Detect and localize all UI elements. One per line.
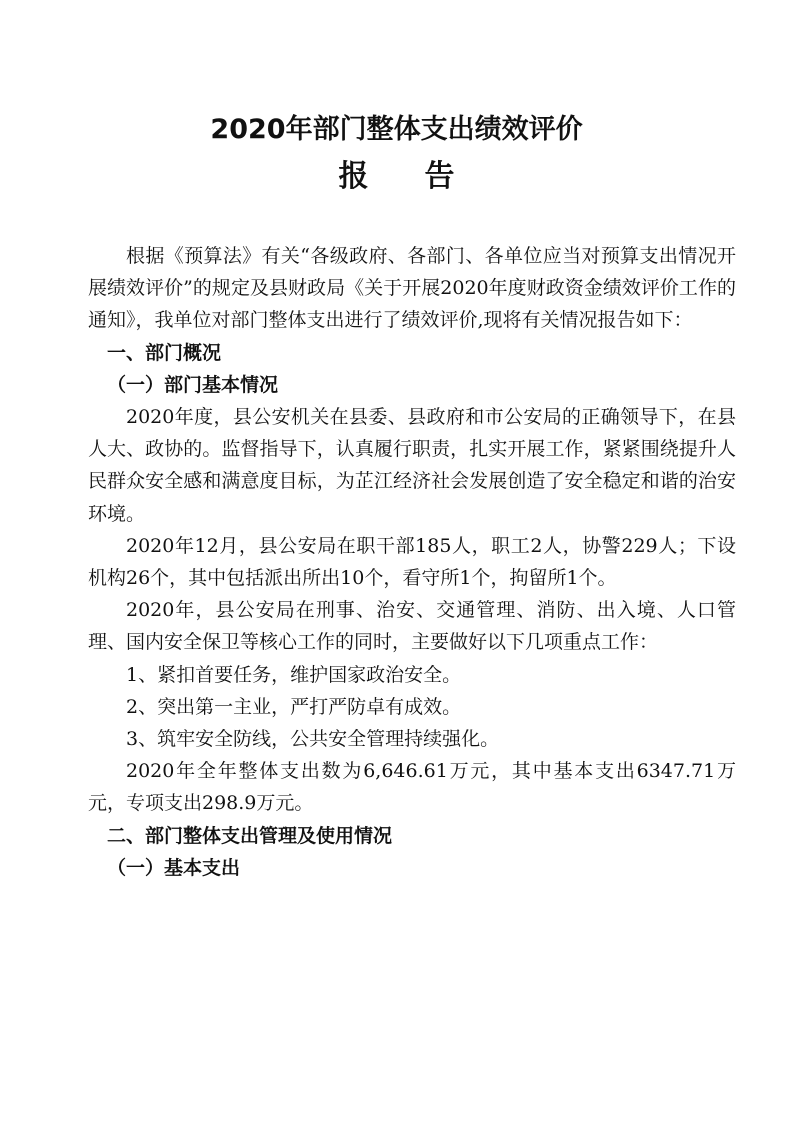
document-title: 2020年部门整体支出绩效评价 [210,114,583,145]
list-item: 1、紧扣首要任务，维护国家政治安全。 [126,663,462,686]
document-title-report: 报告 [338,159,511,194]
section-heading-1: 一、部门概况 [107,341,222,364]
list-item: 2、突出第一主业，严打严防卓有成效。 [126,695,462,718]
body-paragraph: 2020年全年整体支出数为6,646.61万元，其中基本支出6347.71万元，专项支出298.9万元。 [88,760,736,815]
body-paragraph: 2020年，县公安局在刑事、治安、交通管理、消防、出入境、人口管理、国内安全保卫等核心工作的同时，主要做好以下几项重点工作： [88,599,736,654]
intro-paragraph: 根据《预算法》有关“各级政府、各部门、各单位应当对预算支出情况开展绩效评价”的规定及县财政局《关于开展2020年度财政资金绩效评价工作的通知》，我单位对部门整体支出进行了绩效评价,现将有关情况报告如下： [88,245,736,332]
section-heading-2: 二、部门整体支出管理及使用情况 [107,824,393,847]
body-paragraph: 2020年12月，县公安局在职干部185人，职工2人，协警229人；下设机构26个，其中包括派出所出10个，看守所1个，拘留所1个。 [88,534,736,590]
subsection-heading-1-1: （一）部门基本情况 [107,373,279,396]
document-body [88,240,736,884]
body-paragraph: 2020年度，县公安机关在县委、县政府和市公安局的正确领导下，在县人大、政协的。监督指导下，认真履行职责，扎实开展工作，紧紧围绕提升人民群众安全感和满意度目标，为芷江经济社会发展创造了安全稳定和谐的治安环境。 [88,406,736,525]
subsection-heading-2-1: （一）基本支出 [107,856,241,879]
list-item: 3、筑牢安全防线，公共安全管理持续强化。 [126,728,500,751]
